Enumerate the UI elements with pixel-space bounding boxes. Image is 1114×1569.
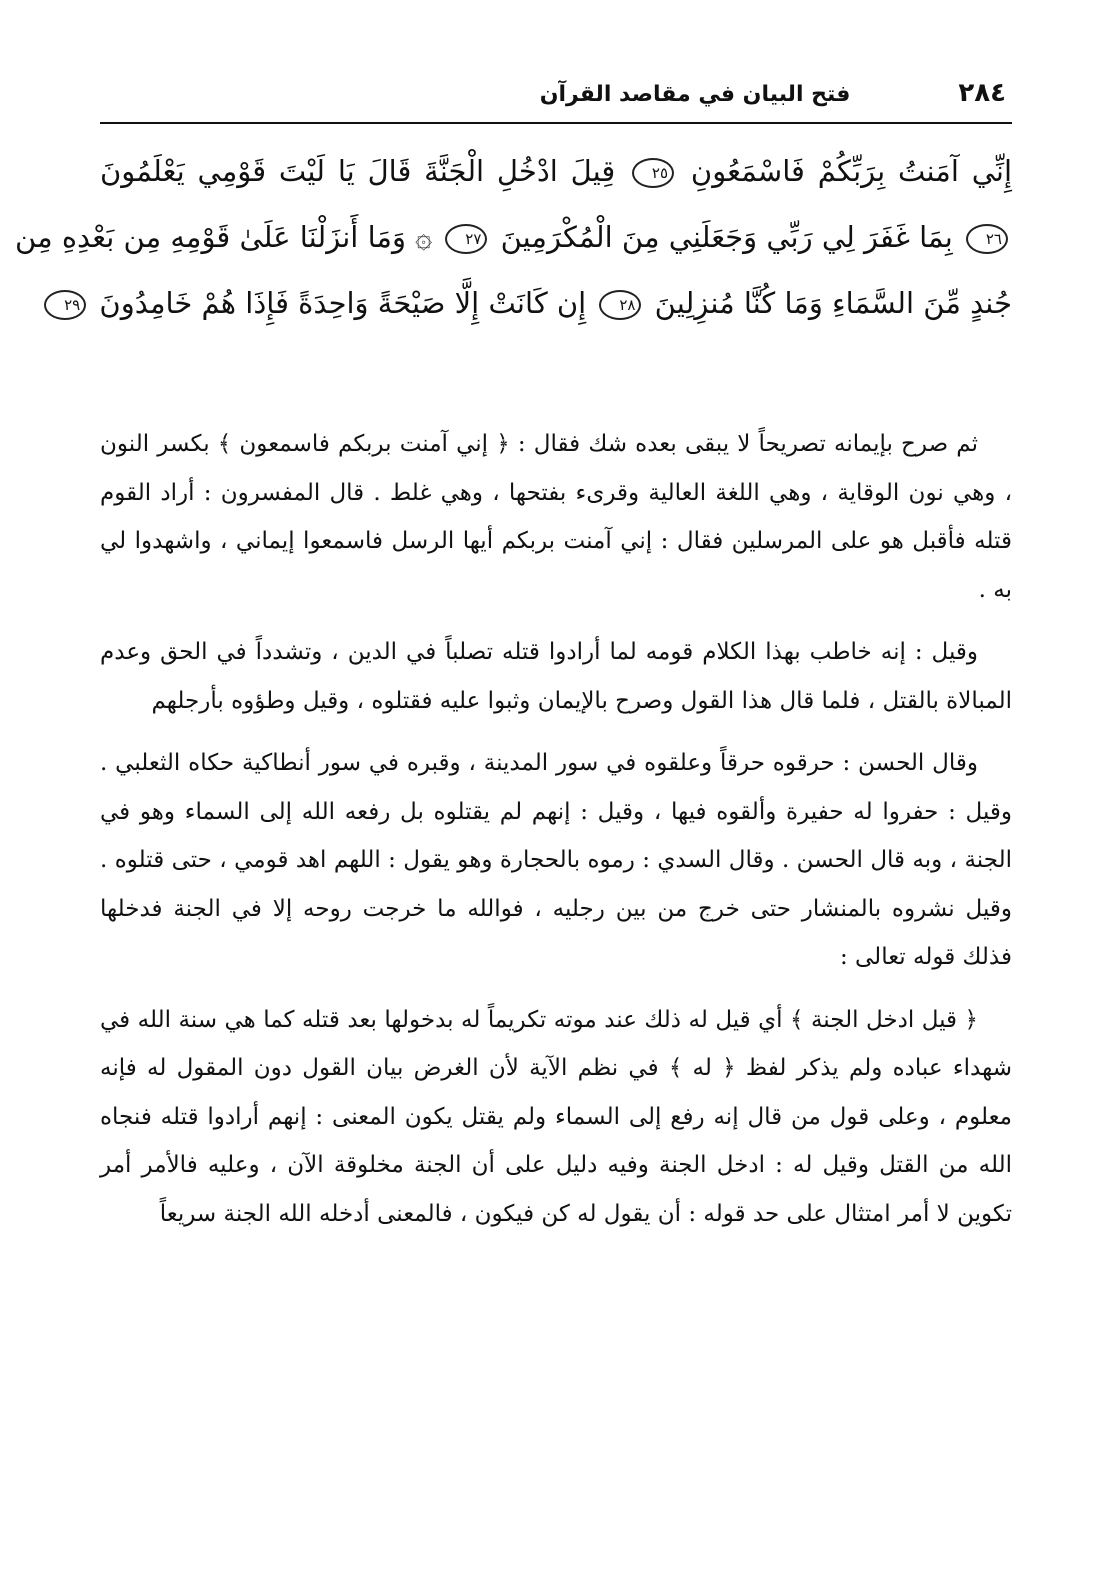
- quran-line-1: [100, 138, 1012, 204]
- quran-line-3: [64, 270, 1012, 336]
- running-header: [100, 78, 1012, 124]
- ayah-number-marker: ٢٨: [599, 290, 641, 320]
- verse-text: قِيلَ ادْخُلِ الْجَنَّةَ قَالَ يَا لَيْتَ قَوْمِي يَعْلَمُونَ: [100, 154, 616, 188]
- quran-line-2: [15, 204, 1012, 270]
- book-page: [15, 78, 1013, 1252]
- book-title: فتح البيان في مقاصد القرآن: [539, 82, 851, 107]
- quran-verses: [15, 138, 1013, 336]
- verse-text: ۞ وَمَا أَنزَلْنَا عَلَىٰ قَوْمِهِ مِن بَعْدِهِ مِن: [15, 220, 433, 254]
- commentary-paragraph: وقيل : إنه خاطب بهذا الكلام قومه لما أرادوا قتله تصلباً في الدين ، وتشدداً في الحق وعدم المبالاة بالقتل ، فلما قال هذا القول وصرح بالإيمان وثبوا عليه فقتلوه ، وقيل وطؤوه بأرجلهم: [100, 639, 1012, 714]
- commentary-paragraph: ثم صرح بإيمانه تصريحاً لا يبقى بعده شك فقال : ﴿ إني آمنت بربكم فاسمعون ﴾ بكسر النون ، وهي نون الوقاية ، وهي اللغة العالية وقرىء بفتحها ، وهي غلط . قال المفسرون : أراد القوم قتله فأقبل هو على المرسلين فقال : إني آمنت بربكم أيها الرسل فاسمعوا إيماني ، واشهدوا لي به .: [100, 431, 1012, 603]
- ayah-number-marker: ٢٩: [44, 290, 86, 320]
- ayah-number-marker: ٢٥: [632, 158, 674, 188]
- ayah-number-marker: ٢٧: [445, 224, 487, 254]
- verse-text: إِنِّي آمَنتُ بِرَبِّكُمْ فَاسْمَعُونِ: [690, 154, 1013, 188]
- page-number: ٢٨٤: [958, 78, 1006, 108]
- verse-text: إِن كَانَتْ إِلَّا صَيْحَةً وَاحِدَةً فَإِذَا هُمْ خَامِدُونَ: [99, 286, 587, 320]
- commentary-body: [100, 420, 1012, 1238]
- commentary-paragraph: ﴿ قيل ادخل الجنة ﴾ أي قيل له ذلك عند موته تكريماً له بدخولها بعد قتله كما هي سنة الله في شهداء عباده ولم يذكر لفظ ﴿ له ﴾ في نظم الآية لأن الغرض بيان القول دون المقول له فإنه معلوم ، وعلى قول من قال إنه رفع إلى السماء ولم يقتل يكون المعنى : إنهم أرادوا قتله فنجاه الله من القتل وقيل له : ادخل الجنة وفيه دليل على أن الجنة مخلوقة الآن ، وعليه فالأمر أمر تكوين لا أمر امتثال على حد قوله : أن يقول له كن فيكون ، فالمعنى أدخله الله الجنة سريعاً: [100, 1006, 1012, 1227]
- verse-text: بِمَا غَفَرَ لِي رَبِّي وَجَعَلَنِي مِنَ الْمُكْرَمِينَ: [500, 220, 953, 254]
- commentary-paragraph: وقال الحسن : حرقوه حرقاً وعلقوه في سور المدينة ، وقبره في سور أنطاكية حكاه الثعلبي . وقيل : حفروا له حفيرة وألقوه فيها ، وقيل : إنهم لم يقتلوه بل رفعه الله إلى السماء وهو في الجنة ، وبه قال الحسن . وقال السدي : رموه بالحجارة وهو يقول : اللهم اهد قومي ، حتى قتلوه . وقيل نشروه بالمنشار حتى خرج من بين رجليه ، فوالله ما خرجت روحه إلا في الجنة فدخلها فذلك قوله تعالى :: [100, 750, 1012, 970]
- ayah-number-marker: ٢٦: [966, 224, 1008, 254]
- verse-text: جُندٍ مِّنَ السَّمَاءِ وَمَا كُنَّا مُنزِلِينَ: [654, 286, 1012, 320]
